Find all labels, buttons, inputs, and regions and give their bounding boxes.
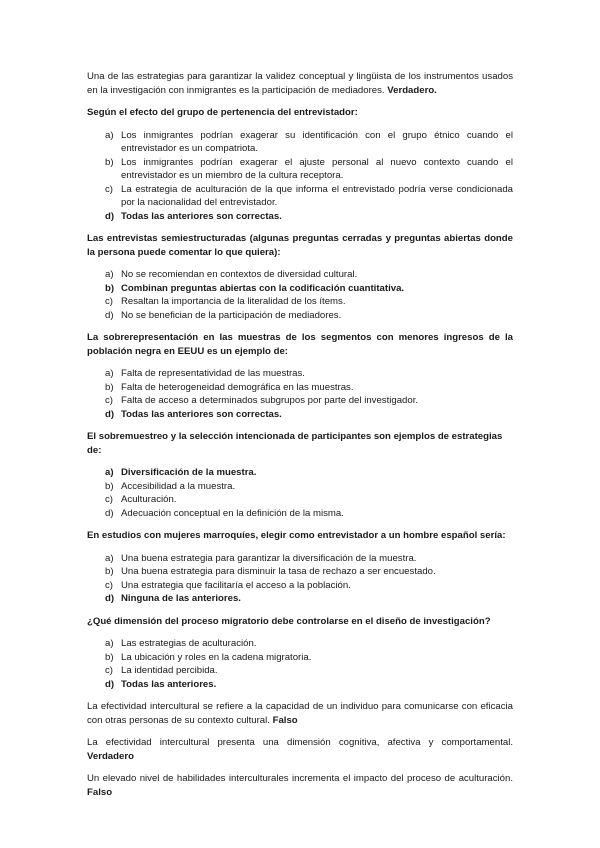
option-marker: b) xyxy=(105,651,114,663)
option-c xyxy=(87,394,513,408)
option-b-correct xyxy=(87,282,513,296)
options-list-6 xyxy=(87,637,513,691)
option-marker: d) xyxy=(105,210,115,222)
option-text: Ninguna de las anteriores. xyxy=(121,593,241,604)
option-d-correct xyxy=(87,408,513,422)
option-b xyxy=(87,381,513,395)
option-text: Falta de heterogeneidad demográfica en las muestras. xyxy=(121,381,354,393)
option-d xyxy=(87,507,513,521)
statement-2 xyxy=(87,700,513,727)
option-text: Una estrategia que facilitaría el acceso a la población. xyxy=(121,579,351,591)
question-3: La sobrerepresentación en las muestras de los segmentos con menores ingresos de la población negra en EEUU es un ejemplo de: xyxy=(87,332,513,357)
option-c xyxy=(87,664,513,678)
option-a xyxy=(87,637,513,651)
option-marker: c) xyxy=(105,494,113,505)
option-d-correct xyxy=(87,678,513,692)
question-6: ¿Qué dimensión del proceso migratorio debe controlarse en el diseño de investigación? xyxy=(87,615,491,627)
option-marker: d) xyxy=(105,309,114,321)
options-list-4 xyxy=(87,466,513,520)
option-text: La estrategia de aculturación de la que informa el entrevistado podría verse condicionada por la nacionalidad del entrevistador. xyxy=(121,183,513,208)
option-marker: c) xyxy=(105,183,113,195)
option-b xyxy=(87,651,513,665)
options-list-2 xyxy=(87,268,513,322)
option-c xyxy=(87,579,513,593)
option-text: No se benefician de la participación de mediadores. xyxy=(121,309,342,321)
option-marker: c) xyxy=(105,665,113,676)
option-d-correct xyxy=(87,210,513,224)
statement-text: Una de las estrategias para garantizar la validez conceptual y lingüista de los instrumentos usados en la investigación con inmigrantes es la participación de mediadores. xyxy=(87,71,513,96)
option-marker: a) xyxy=(105,552,114,564)
statement-1 xyxy=(87,70,513,97)
option-text: Los inmigrantes podrían exagerar el ajuste personal al nuevo contexto cuando el entrevistador es un miembro de la cultura receptora. xyxy=(121,156,513,181)
option-a xyxy=(87,552,513,566)
option-text: La ubicación y roles en la cadena migratoria. xyxy=(121,651,312,663)
option-marker: b) xyxy=(105,566,114,577)
option-b xyxy=(87,565,513,579)
option-d xyxy=(87,309,513,323)
option-a xyxy=(87,268,513,282)
statement-text: Un elevado nivel de habilidades interculturales incrementa el impacto del proceso de aculturación. xyxy=(87,773,513,784)
question-4: El sobremuestreo y la selección intencionada de participantes son ejemplos de estrategias de: xyxy=(87,431,503,456)
question-5: En estudios con mujeres marroquíes, elegir como entrevistador a un hombre español sería: xyxy=(87,530,506,541)
statement-answer: Verdadero xyxy=(87,750,134,762)
options-list-3 xyxy=(87,367,513,421)
option-c xyxy=(87,493,513,507)
option-text: Accesibilidad a la muestra. xyxy=(121,480,236,492)
option-marker: a) xyxy=(105,129,114,141)
option-text: Todas las anteriores son correctas. xyxy=(121,210,282,222)
option-text: Resaltan la importancia de la literalidad de los ítems. xyxy=(121,296,346,307)
option-text: Una buena estrategia para disminuir la tasa de rechazo a ser encuestado. xyxy=(121,566,436,577)
option-marker: b) xyxy=(105,282,115,294)
option-text: Los inmigrantes podrían exagerar su identificación con el grupo étnico cuando el entrevistador es un compatriota. xyxy=(121,129,513,154)
question-2: Las entrevistas semiestructuradas (algunas preguntas cerradas y preguntas abiertas donde la persona puede comentar lo que quiera): xyxy=(87,233,513,258)
option-d-correct xyxy=(87,592,513,606)
option-marker: c) xyxy=(105,296,113,307)
statement-answer: Verdadero. xyxy=(387,84,437,96)
option-a xyxy=(87,129,513,156)
option-text: Falta de representatividad de las muestras. xyxy=(121,368,305,379)
option-marker: d) xyxy=(105,593,115,604)
option-text: Todas las anteriores son correctas. xyxy=(121,408,282,420)
option-marker: c) xyxy=(105,579,113,591)
option-marker: b) xyxy=(105,156,114,168)
options-list-5 xyxy=(87,552,513,606)
option-b xyxy=(87,480,513,494)
option-marker: a) xyxy=(105,269,114,280)
option-marker: d) xyxy=(105,408,115,420)
option-marker: b) xyxy=(105,381,114,393)
option-a-correct xyxy=(87,466,513,480)
option-c xyxy=(87,183,513,210)
option-text: Falta de acceso a determinados subgrupos por parte del investigador. xyxy=(121,395,419,406)
option-marker: a) xyxy=(105,368,114,379)
option-text: Las estrategias de aculturación. xyxy=(121,638,257,649)
option-marker: b) xyxy=(105,480,114,492)
statement-answer: Falso xyxy=(87,786,113,798)
option-text: Combinan preguntas abiertas con la codificación cuantitativa. xyxy=(121,282,405,294)
statement-text: La efectividad intercultural presenta una dimensión cognitiva, afectiva y comportamental. xyxy=(87,737,513,748)
option-marker: c) xyxy=(105,395,113,406)
option-text: No se recomiendan en contextos de diversidad cultural. xyxy=(121,269,358,280)
statement-text: La efectividad intercultural se refiere a la capacidad de un individuo para comunicarse con eficacia con otras personas de su contexto cultural. xyxy=(87,701,513,726)
statement-answer: Falso xyxy=(272,714,298,726)
option-text: Diversificación de la muestra. xyxy=(121,467,257,478)
option-marker: d) xyxy=(105,507,114,519)
option-text: La identidad percibida. xyxy=(121,665,218,676)
option-a xyxy=(87,367,513,381)
option-c xyxy=(87,295,513,309)
option-marker: a) xyxy=(105,638,114,649)
option-text: Una buena estrategia para garantizar la diversificación de la muestra. xyxy=(121,552,417,564)
options-list-1 xyxy=(87,129,513,224)
statement-3 xyxy=(87,736,513,763)
option-b xyxy=(87,156,513,183)
option-marker: d) xyxy=(105,678,115,690)
option-text: Todas las anteriores. xyxy=(121,678,217,690)
statement-4 xyxy=(87,772,513,799)
option-marker: a) xyxy=(105,467,114,478)
question-1: Según el efecto del grupo de pertenencia del entrevistador: xyxy=(87,107,358,118)
option-text: Aculturación. xyxy=(121,494,177,505)
option-text: Adecuación conceptual en la definición de la misma. xyxy=(121,507,344,519)
